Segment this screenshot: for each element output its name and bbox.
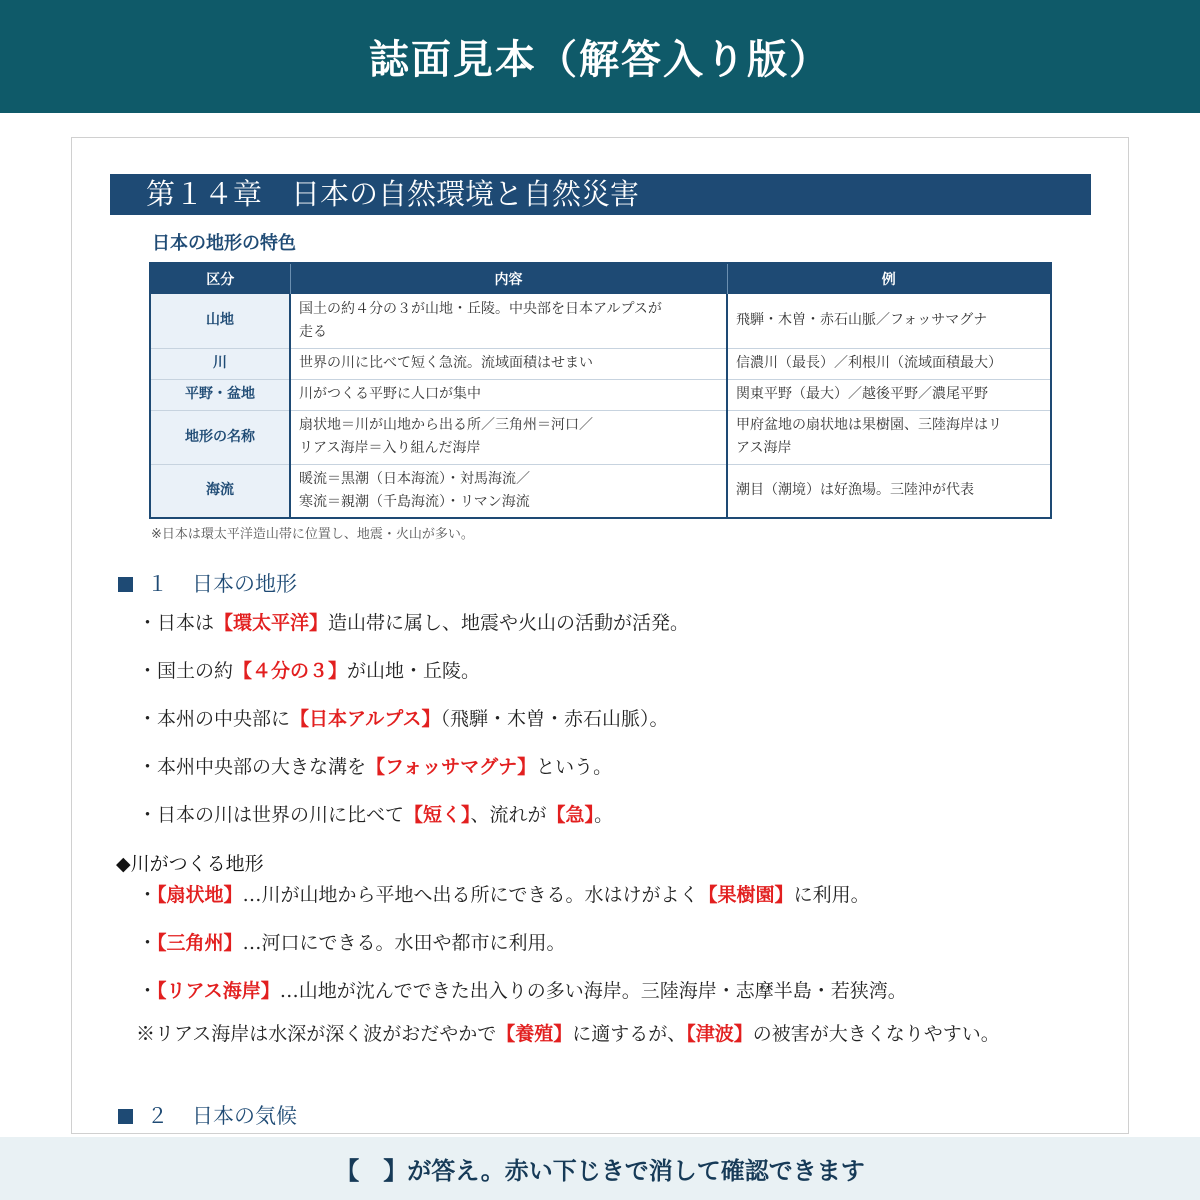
table-header-row <box>150 263 1051 294</box>
answer-term: 【日本アルプス】 <box>290 708 441 730</box>
banner-title: 誌面見本（解答入り版） <box>369 37 831 83</box>
table-row <box>150 464 1051 518</box>
body-text: という。 <box>536 756 613 778</box>
cell-line: 走る <box>299 323 327 340</box>
table-title: 日本の地形の特色 <box>152 233 296 254</box>
table-cell-example <box>727 464 1051 518</box>
answer-term: 【果樹園】 <box>698 884 794 906</box>
answer-term: 【津波】 <box>686 1023 753 1045</box>
body-text: …河口にできる。水田や都市に利用。 <box>242 932 566 954</box>
cell-line: 飛騨・木曽・赤石山脈／フォッサマグナ <box>736 312 988 329</box>
cell-line: 潮目（潮境）は好漁場。三陸沖が代表 <box>736 482 974 499</box>
section-2-title: 日本の気候 <box>192 1104 297 1128</box>
body-text: …山地が沈んでできた出入りの多い海岸。三陸海岸・志摩半島・若狭湾。 <box>279 980 907 1002</box>
table-row <box>150 379 1051 410</box>
sample-page <box>71 137 1129 1134</box>
bullet-line <box>138 880 870 907</box>
table-cell-content <box>290 379 727 410</box>
bottom-banner <box>0 1137 1200 1200</box>
answer-term: 【扇状地】 <box>157 884 243 906</box>
answer-term: 【４分の３】 <box>233 660 348 682</box>
bullet-line <box>138 928 566 955</box>
answer-term: 【リアス海岸】 <box>157 980 280 1002</box>
body-text: …川が山地から平地へ出る所にできる。水はけがよく <box>242 884 699 906</box>
table-cell-example <box>727 410 1051 464</box>
section-1-heading <box>118 568 297 598</box>
cell-line: 世界の川に比べて短く急流。流域面積はせまい <box>299 355 593 371</box>
body-text: に適するが、 <box>572 1023 687 1045</box>
ria-coast-note <box>136 1020 1096 1049</box>
body-text: ※リアス海岸は水深が深く波がおだやかで <box>136 1023 497 1045</box>
body-text: ・ <box>138 980 158 1002</box>
cell-line: 寒流＝親潮（千島海流）・リマン海流 <box>299 493 530 510</box>
river-landforms-heading: ◆川がつくる地形 <box>116 853 264 875</box>
body-text: ・ <box>138 932 158 954</box>
bullet-line <box>138 752 612 779</box>
cell-line: 川がつくる平野に人口が集中 <box>299 386 481 402</box>
body-text: ・ <box>138 884 158 906</box>
body-text: ・日本は <box>138 612 215 634</box>
cell-line: 扇状地＝川が山地から出る所／三角州＝河口／ <box>299 417 593 433</box>
square-bullet-icon <box>118 577 133 592</box>
cell-line: 関東平野（最大）／越後平野／濃尾平野 <box>736 386 988 402</box>
cell-line: 信濃川（最長）／利根川（流域面積最大） <box>736 355 1002 371</box>
section-2-number: ２ <box>147 1104 168 1128</box>
body-text: の被害が大きくなりやすい。 <box>752 1023 1000 1045</box>
table-cell-example <box>727 294 1051 348</box>
table-cell-content <box>290 294 727 348</box>
table-row <box>150 410 1051 464</box>
table-cell-content <box>290 410 727 464</box>
cell-line: 暖流＝黒潮（日本海流）・対馬海流／ <box>299 470 530 487</box>
table-header-category: 区分 <box>150 263 290 294</box>
body-text: ・国土の約 <box>138 660 234 682</box>
body-text: 造山帯に属し、地震や火山の活動が活発。 <box>328 612 690 634</box>
footer-text: 【 】が答え。赤い下じきで消して確認できます <box>335 1157 865 1185</box>
table-row <box>150 348 1051 379</box>
cell-line: アス海岸 <box>736 440 792 456</box>
body-text: に利用。 <box>793 884 870 906</box>
table-cell-content <box>290 464 727 518</box>
body-text: ・本州中央部の大きな溝を <box>138 756 367 778</box>
answer-term: 【急】 <box>546 804 595 826</box>
chapter-title: 第１４章 日本の自然環境と自然災害 <box>110 174 1091 215</box>
answer-term: 【三角州】 <box>157 932 243 954</box>
answer-term: 【養殖】 <box>496 1023 573 1045</box>
bullet-line <box>138 800 613 827</box>
table-cell-category: 海流 <box>150 464 290 518</box>
bullet-line <box>138 608 689 635</box>
section-1-number: １ <box>147 572 168 596</box>
cell-line: 甲府盆地の扇状地は果樹園、三陸海岸はリ <box>736 417 1002 433</box>
table-note: ※日本は環太平洋造山帯に位置し、地震・火山が多い。 <box>151 527 474 542</box>
table-cell-category: 地形の名称 <box>150 410 290 464</box>
table-row <box>150 294 1051 348</box>
table-cell-example <box>727 348 1051 379</box>
bullet-line <box>138 976 907 1003</box>
body-text: ・日本の川は世界の川に比べて <box>138 804 405 826</box>
body-text: 、流れが <box>470 804 547 826</box>
cell-line: リアス海岸＝入り組んだ海岸 <box>299 440 481 456</box>
answer-term: 【短く】 <box>404 804 471 826</box>
answer-term: 【フォッサマグナ】 <box>366 756 537 778</box>
table-header-content: 内容 <box>290 263 727 294</box>
answer-term: 【環太平洋】 <box>214 612 329 634</box>
terrain-table <box>149 262 1052 519</box>
table-header-example: 例 <box>727 263 1051 294</box>
bullet-line <box>138 656 480 683</box>
table-cell-category: 山地 <box>150 294 290 348</box>
cell-line: 国土の約４分の３が山地・丘陵。中央部を日本アルプスが <box>299 300 662 317</box>
section-1-title: 日本の地形 <box>192 572 297 596</box>
top-banner <box>0 0 1200 113</box>
bullet-line <box>138 704 669 731</box>
body-text: が山地・丘陵。 <box>347 660 481 682</box>
body-text: （飛騨・木曽・赤石山脈）。 <box>440 708 669 730</box>
body-text: ・本州の中央部に <box>138 708 291 730</box>
table-cell-category: 平野・盆地 <box>150 379 290 410</box>
body-text: 。 <box>594 804 614 826</box>
section-2-heading <box>118 1100 297 1130</box>
square-bullet-icon <box>118 1109 133 1124</box>
table-cell-example <box>727 379 1051 410</box>
table-cell-content <box>290 348 727 379</box>
table-cell-category: 川 <box>150 348 290 379</box>
